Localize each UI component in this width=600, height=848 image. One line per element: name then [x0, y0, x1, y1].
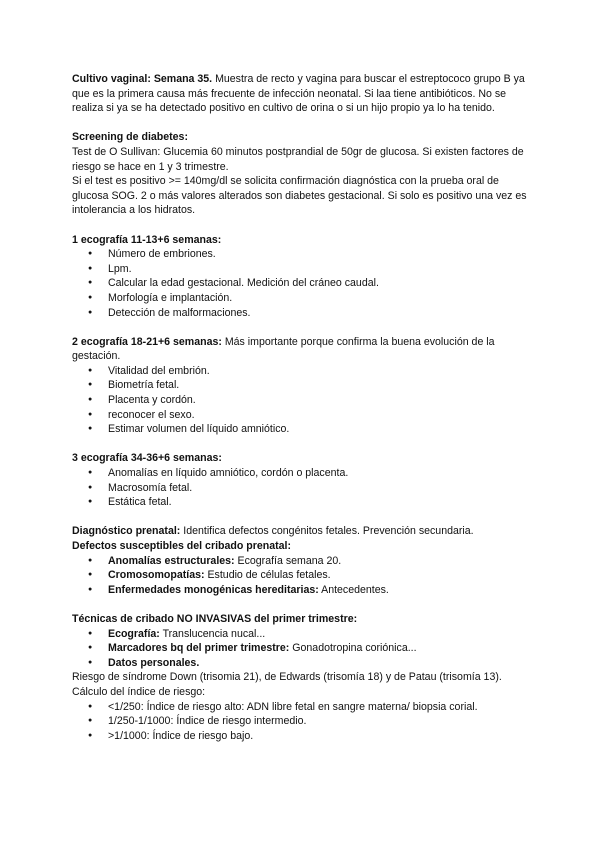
list-item: ● Marcadores bq del primer trimestre: Gonadotropina coriónica...	[72, 641, 532, 656]
list-item: ● Número de embriones.	[72, 247, 532, 262]
list-item: ● Anomalías estructurales: Ecografía semana 20.	[72, 554, 532, 569]
diagnostico-text: Identifica defectos congénitos fetales. Prevención secundaria.	[180, 525, 474, 538]
eco2-section	[72, 335, 532, 437]
eco1-list	[72, 247, 532, 320]
list-item: ● Cromosomopatías: Estudio de células fetales.	[72, 568, 532, 583]
tecnicas-section	[72, 612, 532, 743]
list-item: ● Macrosomía fetal.	[72, 481, 532, 496]
list-item: ● Placenta y cordón.	[72, 393, 532, 408]
screening-section	[72, 130, 532, 218]
cultivo-section	[72, 72, 532, 116]
eco1-section	[72, 233, 532, 321]
screening-title: Screening de diabetes:	[72, 131, 188, 144]
diagnostico-section	[72, 524, 532, 597]
riesgo-text: Riesgo de síndrome Down (trisomia 21), de Edwards (trisomía 18) y de Patau (trisomía 13).	[72, 671, 502, 684]
eco2-title: 2 ecografía 18-21+6 semanas:	[72, 335, 222, 348]
list-item: ● Vitalidad del embrión.	[72, 364, 532, 379]
list-item: ● Biometría fetal.	[72, 378, 532, 393]
cultivo-text: Muestra de recto y vagina para buscar el estreptococo grupo B ya que es la primera causa más frecuente de infección neonatal. Si laa tiene antibióticos. No se realiza si ya se ha detectado positivo en cultivo de orina o si un hijo propio ya lo ha tenido.	[72, 73, 525, 115]
list-item: ● Calcular la edad gestacional. Medición del cráneo caudal.	[72, 276, 532, 291]
list-item: ● reconocer el sexo.	[72, 408, 532, 423]
defectos-title: Defectos susceptibles del cribado prenatal:	[72, 540, 292, 552]
list-item: ● Datos personales.	[72, 656, 532, 671]
screening-p2: Si el test es positivo >= 140mg/dl se solicita confirmación diagnóstica con la prueba oral de glucosa SOG. 2 o más valores alterados son diabetes gestacional. Si solo es positivo una vez es intolerancia a los hidratos.	[72, 175, 527, 217]
defectos-list	[72, 554, 532, 598]
list-item: ● >1/1000: Índice de riesgo bajo.	[72, 729, 532, 744]
tecnicas-list	[72, 627, 532, 671]
list-item: ● Lpm.	[72, 262, 532, 277]
calculo-text: Cálculo del índice de riesgo:	[72, 685, 206, 698]
document-page	[72, 72, 532, 758]
eco1-title: 1 ecografía 11-13+6 semanas:	[72, 233, 222, 246]
list-item: ● 1/250-1/1000: Índice de riesgo intermedio.	[72, 714, 532, 729]
cultivo-paragraph	[72, 72, 532, 116]
eco3-section	[72, 451, 532, 509]
list-item: ● Estimar volumen del líquido amniótico.	[72, 422, 532, 437]
list-item: ● Detección de malformaciones.	[72, 306, 532, 321]
list-item: ● Morfología e implantación.	[72, 291, 532, 306]
list-item: ● <1/250: Índice de riesgo alto: ADN libre fetal en sangre materna/ biopsia corial.	[72, 700, 532, 715]
list-item: ● Enfermedades monogénicas hereditarias: Antecedentes.	[72, 583, 532, 598]
list-item: ● Anomalías en líquido amniótico, cordón o placenta.	[72, 466, 532, 481]
indices-list	[72, 700, 532, 744]
diagnostico-title: Diagnóstico prenatal:	[72, 525, 181, 538]
eco3-title: 3 ecografía 34-36+6 semanas:	[72, 452, 222, 465]
eco2-list	[72, 364, 532, 437]
list-item: ● Ecografía: Translucencia nucal...	[72, 627, 532, 642]
list-item: ● Estática fetal.	[72, 495, 532, 510]
screening-p1: Test de O Sullivan: Glucemia 60 minutos postprandial de 50gr de glucosa. Si existen factores de riesgo se hace en 1 y 3 trimestre.	[72, 145, 524, 173]
eco2-text: Más importante porque confirma la buena evolución de la gestación.	[72, 335, 495, 363]
cultivo-title: Cultivo vaginal: Semana 35.	[72, 73, 213, 85]
tecnicas-title: Técnicas de cribado NO INVASIVAS del primer trimestre:	[72, 612, 358, 625]
eco3-list	[72, 466, 532, 510]
